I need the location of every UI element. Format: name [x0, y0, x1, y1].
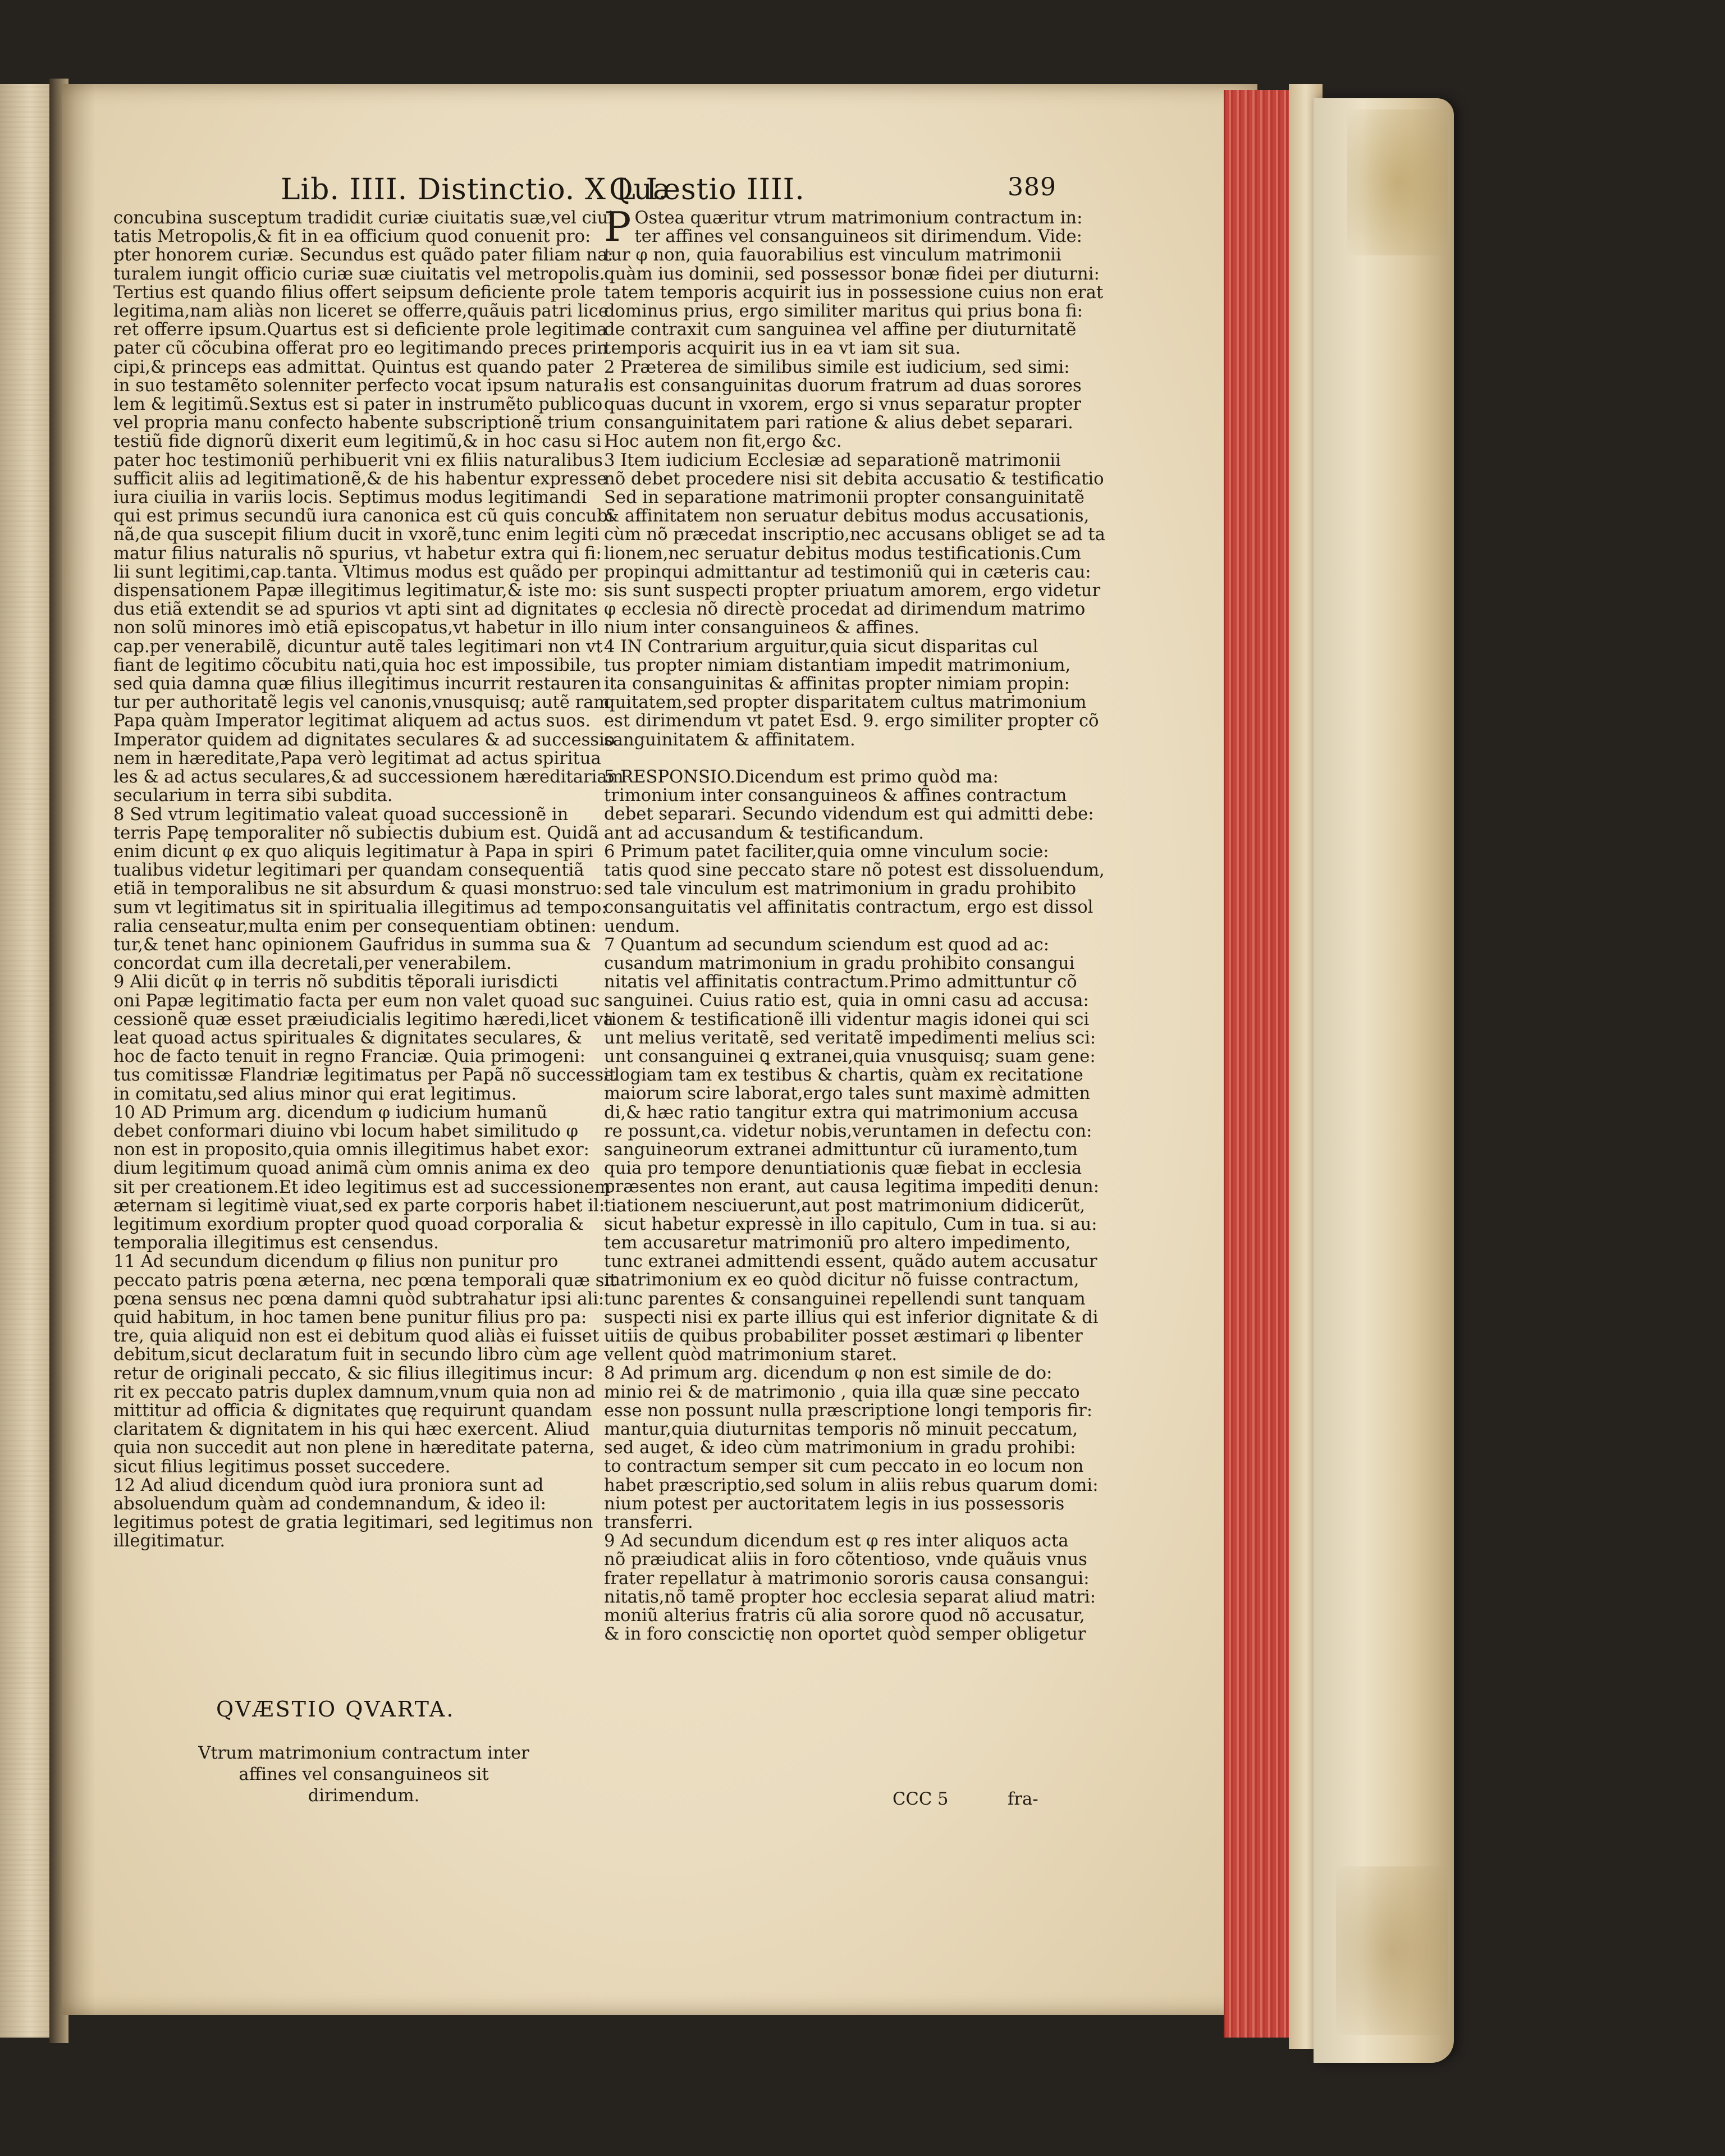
text-line: ralia censeatur,multa enim per consequentiam obtinen: — [113, 916, 597, 936]
text-line: quia non succedit aut non plene in hæreditate paterna, — [113, 1438, 595, 1458]
running-head-book: Lib. IIII. Distinctio. X L I. — [281, 173, 668, 207]
text-line: tus propter nimiam distantiam impedit matrimonium, — [604, 655, 1071, 675]
text-line: mantur,quia diuturnitas temporis nõ minuit peccatum, — [604, 1420, 1078, 1439]
text-line: concubina susceptum tradidit curiæ ciuitatis suæ,vel ciui — [113, 208, 614, 228]
text-line: tre, quia aliquid non est ei debitum quod aliàs ei fuisset — [113, 1326, 600, 1347]
left-page-edge — [0, 84, 52, 2038]
text-line: cipi,& princeps eas admittat. Quintus est quando pater — [113, 357, 594, 377]
text-line: 10 AD Primum arg. dicendum φ iudicium humanũ — [113, 1102, 548, 1123]
text-line: lionem,nec seruatur debitus modus testificationis.Cum — [604, 543, 1082, 564]
text-line: qui est primus secundũ iura canonica est cũ quis concubi — [113, 506, 614, 527]
text-line: nium potest per auctoritatem legis in ius possessoris — [604, 1494, 1065, 1514]
text-line: in suo testamẽto solenniter perfecto vocat ipsum natura: — [113, 376, 608, 396]
text-line: tur φ non, quia fauorabilius est vinculum matrimonii — [604, 245, 1061, 266]
text-line: 5 RESPONSIO.Dicendum est primo quòd ma: — [604, 767, 999, 787]
text-line: habet præscriptio,sed solum in aliis rebus quarum domi: — [604, 1475, 1099, 1495]
text-line: tualibus videtur legitimari per quandam consequentiã — [113, 860, 584, 881]
text-line: terris Papę temporaliter nõ subiectis dubium est. Quidã — [113, 823, 599, 843]
text-line: legitimus potest de gratia legitimari, sed legitimus non — [113, 1513, 593, 1533]
text-line: tur,& tenet hanc opinionem Gaufridus in summa sua & — [113, 935, 591, 955]
left-text-column — [113, 208, 624, 1551]
text-line: leat quoad actus spirituales & dignitates seculares, & — [113, 1028, 582, 1048]
text-line: de contraxit cum sanguinea vel affine per diuturnitatẽ — [604, 320, 1077, 340]
text-line: pter honorem curiæ. Secundus est quãdo pater filiam na: — [113, 245, 614, 266]
text-line: quàm ius dominii, sed possessor bonæ fidei per diuturni: — [604, 264, 1100, 284]
text-line: 8 Sed vtrum legitimatio valeat quoad successionẽ in — [113, 804, 569, 825]
text-line: iura ciuilia in variis locis. Septimus modus legitimandi — [113, 488, 587, 508]
text-line: tatis quod sine peccato stare nõ potest est dissoluendum, — [604, 860, 1105, 880]
text-line: 3 Item iudicium Ecclesiæ ad separationẽ matrimonii — [604, 450, 1061, 470]
text-line: les & ad actus seculares,& ad successionem hæreditariam — [113, 767, 624, 788]
text-line: nõ præiudicat aliis in foro cõtentioso, vnde quãuis vnus — [604, 1550, 1087, 1570]
text-line: sum vt legitimatus sit in spiritualia illegitimus ad tempo: — [113, 898, 607, 918]
text-line: illegitimatur. — [113, 1531, 226, 1551]
text-line: transferri. — [604, 1513, 693, 1533]
text-line: lis est consanguinitas duorum fratrum ad duas sorores — [604, 376, 1082, 396]
text-line: testiũ fide dignorũ dixerit eum legitimũ,& in hoc casu si — [113, 432, 602, 452]
text-line: enim dicunt φ ex quo aliquis legitimatur à Papa in spiri — [113, 841, 593, 862]
text-line: æternam si legitimè viuat,sed ex parte corporis habet il: — [113, 1196, 605, 1216]
text-line: 9 Ad secundum dicendum est φ res inter aliquos acta — [604, 1531, 1069, 1551]
question-subtitle: Vtrum matrimonium contractum inter affines vel consanguineos sit dirimendum. — [198, 1743, 529, 1806]
text-line: nã,de qua suscepit filium ducit in vxorẽ,tunc enim legiti — [113, 525, 600, 545]
text-line: quas ducunt in vxorem, ergo si vnus separatur propter — [604, 395, 1082, 415]
text-line: tionem & testificationẽ illi videntur magis idonei qui sci — [604, 1009, 1090, 1029]
text-line: vellent quòd matrimonium staret. — [604, 1345, 898, 1365]
text-line: ret offerre ipsum.Quartus est si deficiente prole legitima — [113, 320, 607, 340]
red-fore-edge — [1224, 90, 1293, 2038]
text-line: temporis acquirit ius in ea vt iam sit sua. — [604, 338, 961, 359]
text-line: esse non possunt nulla præscriptione longi temporis fir: — [604, 1400, 1093, 1421]
text-line: tus comitissæ Flandriæ legitimatus per Papã nõ successit — [113, 1065, 616, 1086]
text-line: retur de originali peccato, & sic filius illegitimus incur: — [113, 1363, 593, 1384]
text-line: dus etiã extendit se ad spurios vt apti sint ad dignitates — [113, 599, 598, 620]
text-line: claritatem & dignitatem in his qui hæc exercent. Aliud — [113, 1420, 590, 1440]
text-line: non est in proposito,quia omnis illegitimus habet exor: — [113, 1140, 589, 1160]
text-line: sed tale vinculum est matrimonium in gradu prohibito — [604, 879, 1077, 899]
catchword: fra- — [1008, 1789, 1038, 1809]
text-line: lem & legitimũ.Sextus est si pater in instrumẽto publico — [113, 395, 603, 415]
text-line: tem accusaretur matrimoniũ pro altero impedimento, — [604, 1233, 1071, 1253]
text-line: quia pro tempore denuntiationis quæ fiebat in ecclesia — [604, 1159, 1082, 1179]
text-line: debet conformari diuino vbi locum habet similitudo φ — [113, 1121, 578, 1141]
text-line: di,& hæc ratio tangitur extra qui matrimonium accusa — [604, 1102, 1078, 1123]
text-line: debet separari. Secundo videndum est qui admitti debe: — [604, 804, 1094, 825]
text-line: pœna sensus nec pœna damni quòd subtrahatur ipsi ali: — [113, 1289, 605, 1309]
text-line: sis sunt suspecti propter priuatum amorem, ergo videtur — [604, 581, 1101, 601]
text-line: unt consanguinei ꝗ extranei,quia vnusquisq; suam gene: — [604, 1046, 1096, 1066]
text-line: P Ostea quæritur vtrum matrimonium contractum in: — [604, 203, 1083, 250]
text-line: tiationem nesciuerunt,aut post matrimonium didicerũt, — [604, 1196, 1085, 1216]
text-line: Tertius est quando filius offert seipsum deficiente prole — [113, 282, 596, 303]
text-line: est dirimendum vt patet Esd. 9. ergo similiter propter cõ — [604, 711, 1099, 731]
text-line: nium inter consanguineos & affines. — [604, 618, 919, 638]
text-line: temporalia illegitimus est censendus. — [113, 1233, 439, 1253]
text-line: sanguineorum extranei admittuntur cũ iuramento,tum — [604, 1139, 1078, 1160]
text-line: præsentes non erant, aut causa legitima impediti denun: — [604, 1177, 1100, 1197]
text-line: lii sunt legitimi,cap.tanta. Vltimus modus est quãdo per — [113, 562, 598, 582]
text-line: nitatis,nõ tamẽ propter hoc ecclesia separat aliud matri: — [604, 1587, 1096, 1607]
text-line: matrimonium ex eo quòd dicitur nõ fuisse contractum, — [604, 1270, 1079, 1290]
page-number: 389 — [1008, 173, 1056, 202]
text-line: φ ecclesia nõ directè procedat ad dirimendum matrimo — [604, 599, 1086, 620]
text-line: to contractum semper sit cum peccato in eo locum non — [604, 1457, 1084, 1477]
text-line: propinqui admittantur ad testimoniũ qui in cæteris cau: — [604, 562, 1091, 582]
text-line: fiant de legitimo cõcubitu nati,quia hoc est impossibile, — [113, 655, 597, 675]
text-line: mittitur ad officia & dignitates quę requirunt quandam — [113, 1401, 592, 1421]
text-line: tatis Metropolis,& fit in ea officium quod conuenit pro: — [113, 227, 591, 247]
text-line: matur filius naturalis nõ spurius, vt habetur extra qui fi: — [113, 543, 602, 564]
text-line: sed quia damna quæ filius illegitimus incurrit restauren — [113, 674, 602, 694]
question-heading: QVÆSTIO QVARTA. — [216, 1697, 455, 1722]
text-line: tatem temporis acquirit ius in possessione cuius non erat — [604, 282, 1104, 303]
vellum-cover — [1314, 98, 1454, 2063]
text-line: ant ad accusandum & testificandum. — [604, 823, 925, 843]
text-line: etiã in temporalibus ne sit absurdum & quasi monstruo: — [113, 879, 602, 899]
page-shadow — [62, 84, 95, 2015]
text-line: secularium in terra sibi subdita. — [113, 786, 393, 806]
text-line: cùm nõ præcedat inscriptio,nec accusans obliget se ad ta — [604, 525, 1105, 545]
text-line: vel propria manu confecto habente subscriptionẽ trium — [113, 413, 596, 433]
text-line: cap.per venerabilẽ, dicuntur autẽ tales legitimari non vt — [113, 637, 603, 657]
text-line: ita consanguinitas & affinitas propter nimiam propin: — [604, 674, 1070, 694]
text-line: re possunt,ca. videtur nobis,veruntamen in defectu con: — [604, 1121, 1092, 1141]
right-text-column — [604, 203, 1105, 1645]
text-line: non solũ minores imò etiã episcopatus,vt habetur in illo — [113, 618, 598, 638]
signature-mark: CCC 5 — [893, 1789, 949, 1809]
text-line: & affinitatem non seruatur debitus modus accusationis, — [604, 506, 1090, 527]
text-line: tunc parentes & consanguinei repellendi sunt tanquam — [604, 1289, 1086, 1309]
text-line: moniũ alterius fratris cũ alia sorore quod nõ accusatur, — [604, 1606, 1085, 1626]
text-line: nitatis vel affinitatis contractum.Primo admittuntur cõ — [604, 972, 1077, 992]
text-line: ter affines vel consanguineos sit dirimendum. Vide: — [634, 227, 1082, 247]
text-line: 6 Primum patet faciliter,quia omne vinculum socie: — [604, 841, 1049, 862]
text-line: hoc de facto tenuit in regno Franciæ. Quia primogeni: — [113, 1047, 585, 1067]
text-line: legitimum exordium propter quod quoad corporalia & — [113, 1214, 584, 1234]
text-line: pater hoc testimoniũ perhibuerit vni ex filiis naturalibus — [113, 450, 603, 470]
text-line: sicut habetur expressè in illo capitulo, Cum in tua. si au: — [604, 1214, 1097, 1234]
text-line: concordat cum illa decretali,per venerabilem. — [113, 954, 512, 974]
text-line: tur per authoritatẽ legis vel canonis,vnusquisq; autẽ ram — [113, 693, 610, 713]
drop-cap: P — [604, 203, 632, 250]
text-line: nem in hæreditate,Papa verò legitimat ad actus spiritua — [113, 748, 601, 768]
text-line: dium legitimum quoad animã cùm omnis anima ex deo — [113, 1159, 590, 1179]
text-line: 8 Ad primum arg. dicendum φ non est simile de do: — [604, 1363, 1053, 1384]
text-line: Hoc autem non fit,ergo &c. — [604, 432, 842, 452]
text-line: quid habitum, in hoc tamen bene punitur filius pro pa: — [113, 1307, 587, 1328]
text-line: tunc extranei admittendi essent, quãdo autem accusatur — [604, 1252, 1097, 1272]
text-line: sufficit aliis ad legitimationẽ,& de his habentur expresse — [113, 469, 607, 489]
text-line: uitiis de quibus probabiliter posset æstimari φ libenter — [604, 1326, 1083, 1346]
text-line: & in foro conscictię non oportet quòd semper obligetur — [604, 1624, 1086, 1645]
text-line: 11 Ad secundum dicendum φ filius non punitur pro — [113, 1252, 559, 1272]
text-line: 2 Præterea de similibus simile est iudicium, sed simi: — [604, 357, 1070, 377]
text-line: dominus prius, ergo similiter maritus qui prius bona fi: — [604, 301, 1083, 322]
text-line: legitima,nam aliàs non liceret se offerre,quãuis patri lice — [113, 301, 608, 322]
text-line: uendum. — [604, 916, 680, 936]
text-line: quitatem,sed propter disparitatem cultus matrimonium — [604, 693, 1087, 713]
text-line: sanguinitatem & affinitatem. — [604, 730, 855, 750]
text-line: consanguinitatem pari ratione & alius debet separari. — [604, 413, 1073, 433]
text-line: minio rei & de matrimonio , quia illa quæ sine peccato — [604, 1382, 1080, 1402]
text-line: frater repellatur à matrimonio sororis causa consangui: — [604, 1568, 1090, 1589]
text-line: oni Papæ legitimatio facta per eum non valet quoad suc — [113, 991, 600, 1011]
text-line: 9 Alii dicũt φ in terris nõ subditis tẽporali iurisdicti — [113, 972, 559, 992]
text-line: turalem iungit officio curiæ suæ ciuitatis vel metropolis. — [113, 264, 605, 284]
text-line: dispensationem Papæ illegitimus legitimatur,& iste mo: — [113, 581, 597, 601]
text-line: nõ debet procedere nisi sit debita accusatio & testificatio — [604, 469, 1104, 489]
text-line: trimonium inter consanguineos & affines contractum — [604, 786, 1067, 806]
text-line: 7 Quantum ad secundum sciendum est quod ad ac: — [604, 935, 1050, 955]
text-line: rit ex peccato patris duplex damnum,vnum quia non ad — [113, 1382, 596, 1402]
text-line: maiorum scire laborat,ergo tales sunt maximè admitten — [604, 1084, 1091, 1104]
text-line: suspecti nisi ex parte illius qui est inferior dignitate & di — [604, 1307, 1099, 1328]
text-line: sed auget, & ideo cùm matrimonium in gradu prohibi: — [604, 1438, 1076, 1458]
text-line: Papa quàm Imperator legitimat aliquem ad actus suos. — [113, 711, 591, 731]
text-line: unt melius veritatẽ, sed veritatẽ impedimenti melius sci: — [604, 1028, 1096, 1048]
text-line: consanguitatis vel affinitatis contractum, ergo est dissol — [604, 898, 1093, 918]
text-line: cessionẽ quæ esset præiudicialis legitimo hæredi,licet va — [113, 1009, 614, 1029]
text-line: absoluendum quàm ad condemnandum, & ideo il: — [113, 1494, 546, 1514]
text-line: cusandum matrimonium in gradu prohibito consangui — [604, 953, 1075, 973]
text-line: Sed in separatione matrimonii propter consanguinitatẽ — [604, 488, 1085, 508]
text-line: debitum,sicut declaratum fuit in secundo libro cùm age — [113, 1345, 598, 1365]
text-line: 4 IN Contrarium arguitur,quia sicut disparitas cul — [604, 637, 1038, 657]
text-line: Imperator quidem ad dignitates seculares & ad successio — [113, 730, 615, 750]
text-line: 12 Ad aliud dicendum quòd iura proniora sunt ad — [113, 1475, 544, 1495]
text-line: peccato patris pœna æterna, nec pœna temporali quæ sit — [113, 1270, 617, 1290]
text-line: alogiam tam ex testibus & chartis, quàm ex recitatione — [604, 1065, 1083, 1086]
text-line: in comitatu,sed alius minor qui erat legitimus. — [113, 1084, 517, 1104]
text-line: sit per creationem.Et ideo legitimus est ad successionem — [113, 1177, 611, 1197]
running-head-question: Quæstio IIII. — [609, 173, 805, 207]
text-line: sicut filius legitimus posset succedere. — [113, 1457, 451, 1477]
text-line: pater cũ cõcubina offerat pro eo legitimando preces prin — [113, 338, 608, 359]
text-line: sanguinei. Cuius ratio est, quia in omni casu ad accusa: — [604, 991, 1089, 1011]
